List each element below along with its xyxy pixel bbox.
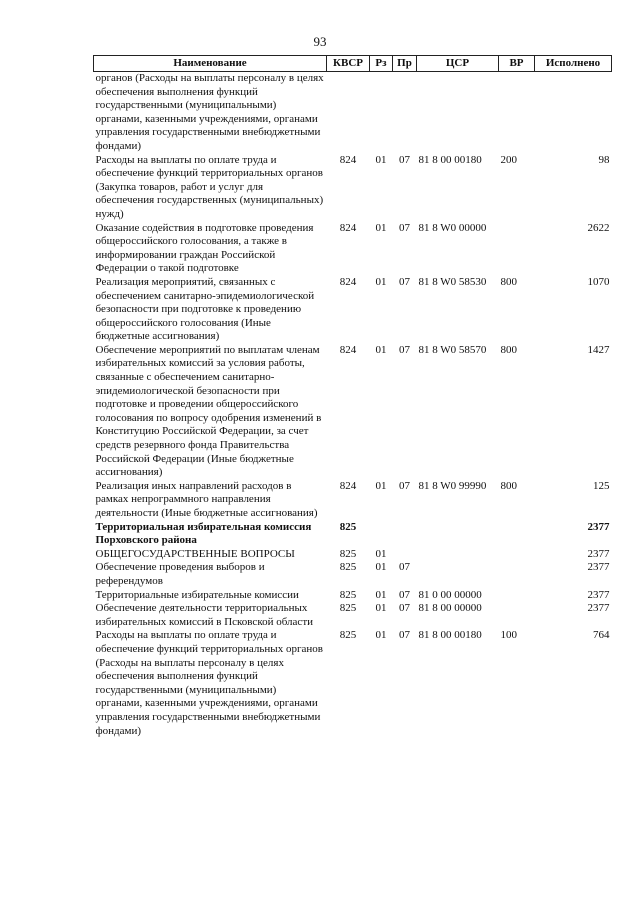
row-csr (417, 548, 499, 562)
column-header-rz: Рз (370, 56, 393, 72)
row-executed-value: 2622 (587, 221, 610, 234)
row-kvsr: 824 (339, 221, 357, 234)
row-name: ОБЩЕГОСУДАРСТВЕННЫЕ ВОПРОСЫ (95, 547, 295, 560)
row-kvsr: 825 (339, 602, 357, 615)
row-kvsr: 824 (339, 153, 357, 166)
row-rz: 01 (375, 547, 387, 560)
row-executed-value: 2377 (587, 588, 610, 601)
row-rz: 01 (375, 561, 387, 574)
row-name: Обеспечение мероприятий по выплатам членам избирательных комиссий за условия работы, связанные с обеспечением санитарно-эпидемиологической безопасности при подготовке и проведении общероссийского голосования по вопросу одобрения изменений в Конституцию Российской Федерации, за счет средств резервного фонда Правительства Российской Федерации (Иные бюджетные ассигнования) (95, 343, 322, 479)
row-kvsr: 825 (339, 547, 357, 560)
row-rz (370, 521, 393, 548)
row-vr: 800 (500, 275, 517, 288)
table-row (94, 561, 612, 588)
row-vr (499, 589, 535, 603)
row-csr: 81 8 W0 99990 (418, 479, 487, 492)
row-csr (417, 521, 499, 548)
row-kvsr: 824 (339, 343, 357, 356)
row-executed-value: 1427 (587, 343, 610, 356)
row-pr: 07 (399, 479, 410, 492)
row-csr: 81 8 W0 58570 (418, 343, 487, 356)
row-vr: 800 (500, 479, 517, 492)
row-vr (499, 561, 535, 588)
row-kvsr: 825 (339, 520, 357, 533)
row-executed-value: 1070 (587, 275, 610, 288)
table-row (94, 548, 612, 562)
row-pr: 07 (399, 275, 410, 288)
row-pr: 07 (399, 561, 410, 574)
row-name: Обеспечение проведения выборов и референдумов (95, 561, 265, 587)
column-header-vr: ВР (499, 56, 535, 72)
row-csr: 81 8 00 00180 (418, 629, 482, 642)
table-row (94, 480, 612, 521)
table-row (94, 276, 612, 344)
row-vr: 200 (500, 153, 517, 166)
column-header-pr: Пр (393, 56, 417, 72)
row-csr: 81 8 W0 58530 (418, 275, 487, 288)
row-pr (393, 548, 417, 562)
row-name: Реализация иных направлений расходов в рамках непрограммного направления деятельности (Иные бюджетные ассигнования) (95, 479, 318, 519)
column-header-csr: ЦСР (417, 56, 499, 72)
budget-execution-table (93, 55, 612, 738)
row-pr (393, 521, 417, 548)
table-row (94, 72, 612, 154)
table-row (94, 222, 612, 276)
row-kvsr (327, 72, 370, 154)
row-rz: 01 (375, 479, 387, 492)
row-rz (370, 72, 393, 154)
row-kvsr: 824 (339, 479, 357, 492)
row-vr (499, 72, 535, 154)
table-row (94, 589, 612, 603)
row-name: Обеспечение деятельности территориальных избирательных комиссий в Псковской области (95, 602, 314, 628)
row-pr: 07 (399, 221, 410, 234)
row-kvsr: 825 (339, 561, 357, 574)
column-header-name: Наименование (94, 56, 327, 72)
row-executed-value: 2377 (587, 547, 610, 560)
row-vr (499, 548, 535, 562)
row-kvsr: 825 (339, 629, 357, 642)
row-executed-value (535, 72, 612, 154)
row-name: Территориальная избирательная комиссия Порховского района (95, 520, 312, 547)
row-vr: 100 (500, 629, 517, 642)
table-header-row (94, 56, 612, 72)
row-executed-value: 2377 (587, 520, 610, 533)
row-name: Оказание содействия в подготовке проведения общероссийского голосования, а также в информировании граждан Российской Федерации о такой подготовке (95, 221, 314, 275)
row-executed-value: 2377 (587, 561, 610, 574)
row-name: Расходы на выплаты по оплате труда и обеспечение функций территориальных органов (Расходы на выплаты персоналу в целях обеспечения выполнения функций государственными (муниципальными) органами, казенными учреждениями, органами управления государственными внебюджетными фондами) (95, 629, 323, 737)
table-row (94, 344, 612, 480)
row-csr: 81 8 00 00000 (418, 602, 482, 615)
page-number: 93 (313, 34, 327, 49)
row-pr: 07 (399, 588, 410, 601)
row-rz: 01 (375, 153, 387, 166)
row-executed-value: 2377 (587, 602, 610, 615)
row-vr (499, 602, 535, 629)
row-executed-value: 125 (593, 479, 610, 492)
row-name: Реализация мероприятий, связанных с обеспечением санитарно-эпидемиологической безопасности при подготовке к проведению общероссийского голосования (Иные бюджетные ассигнования) (95, 275, 315, 343)
table-row (94, 154, 612, 222)
row-pr: 07 (399, 629, 410, 642)
row-rz: 01 (375, 602, 387, 615)
row-csr: 81 8 W0 00000 (418, 221, 487, 234)
row-rz: 01 (375, 588, 387, 601)
row-name: Территориальные избирательные комиссии (95, 588, 299, 601)
row-vr (499, 521, 535, 548)
row-rz: 01 (375, 629, 387, 642)
table-row (94, 602, 612, 629)
row-vr: 800 (500, 343, 517, 356)
row-rz: 01 (375, 221, 387, 234)
row-csr: 81 0 00 00000 (418, 588, 482, 601)
row-csr: 81 8 00 00180 (418, 153, 482, 166)
row-csr (417, 72, 499, 154)
row-vr (499, 222, 535, 276)
row-pr: 07 (399, 343, 410, 356)
row-pr: 07 (399, 153, 410, 166)
row-pr (393, 72, 417, 154)
row-rz: 01 (375, 275, 387, 288)
row-executed-value: 98 (598, 153, 610, 166)
row-executed-value: 764 (593, 629, 610, 642)
row-kvsr: 825 (339, 588, 357, 601)
row-kvsr: 824 (339, 275, 357, 288)
row-name: органов (Расходы на выплаты персоналу в целях обеспечения выполнения функций государственными (муниципальными) органами, казенными учреждениями, органами управления государственными внебюджетными фондами) (95, 72, 324, 152)
row-name: Расходы на выплаты по оплате труда и обеспечение функций территориальных органов (Закупка товаров, работ и услуг для обеспечения государственных (муниципальных) нужд) (95, 153, 324, 220)
row-csr (417, 561, 499, 588)
row-pr: 07 (399, 602, 410, 615)
row-rz: 01 (375, 343, 387, 356)
table-body (94, 72, 612, 739)
table-row (94, 629, 612, 738)
table-row (94, 521, 612, 548)
column-header-kvsr: КВСР (327, 56, 370, 72)
column-header-value: Исполнено (535, 56, 612, 72)
